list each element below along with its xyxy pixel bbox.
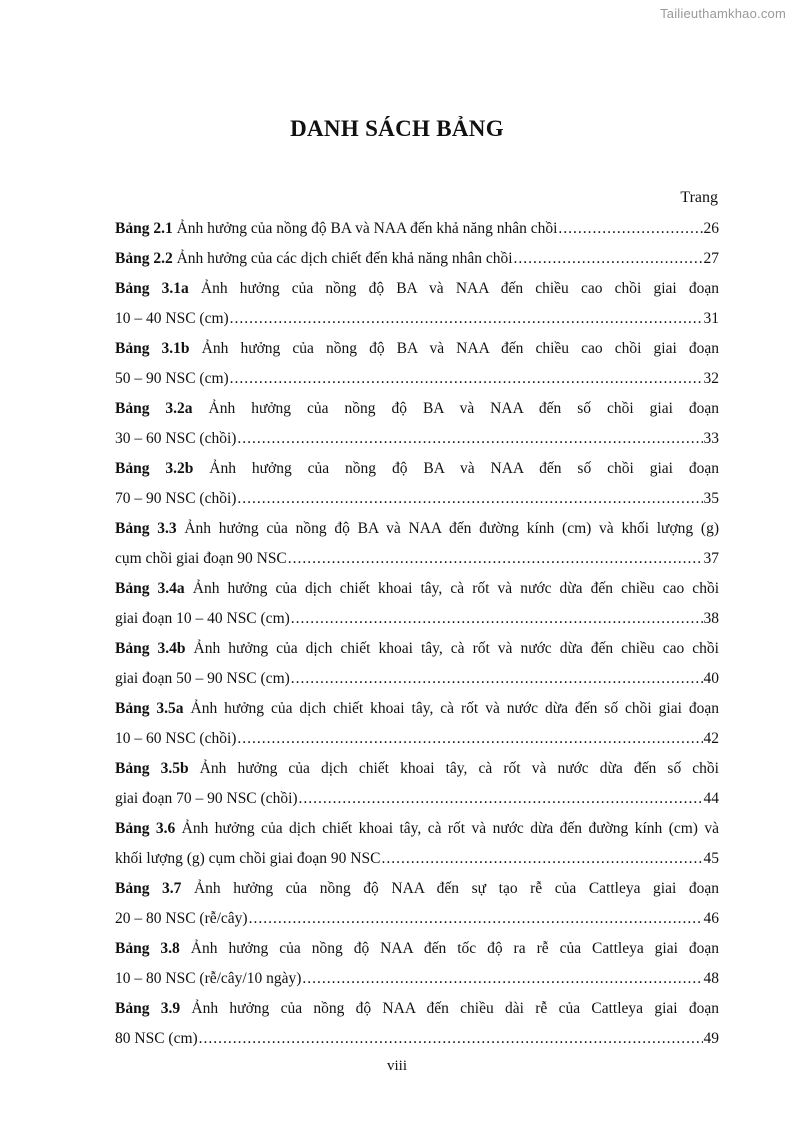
entry-page: 40 <box>703 670 719 687</box>
dot-leader <box>237 724 702 754</box>
entry-page: 46 <box>703 910 719 927</box>
entry-title-continued: 10 – 60 NSC (chồi) <box>115 730 237 747</box>
page-number: viii <box>386 1058 407 1074</box>
list-item-continuation[interactable] <box>115 664 719 694</box>
entry-label: Bảng 3.4b <box>115 640 186 657</box>
dot-leader <box>237 484 702 514</box>
entry-title: Ảnh hưởng của nồng độ NAA đến sự tạo rễ của Cattleya giai đoạn <box>181 880 719 897</box>
entry-title-continued: giai đoạn 70 – 90 NSC (chồi) <box>115 790 298 807</box>
list-item[interactable] <box>115 934 719 964</box>
list-item-continuation[interactable] <box>115 964 719 994</box>
entry-title: Ảnh hưởng của dịch chiết khoai tây, cà rốt và nước dừa đến chiều cao chồi <box>185 640 719 657</box>
entry-label: Bảng 3.9 <box>115 1000 181 1017</box>
entry-title: Ảnh hưởng của nồng độ BA và NAA đến số chồi giai đoạn <box>193 460 719 477</box>
dot-leader <box>199 1024 703 1054</box>
entry-label: Bảng 3.2b <box>115 460 194 477</box>
list-item-continuation[interactable] <box>115 304 719 334</box>
list-item-continuation[interactable] <box>115 364 719 394</box>
entry-title-continued: giai đoạn 10 – 40 NSC (cm) <box>115 610 290 627</box>
dot-leader <box>230 364 703 394</box>
list-item[interactable] <box>115 514 719 544</box>
entry-title-continued: 80 NSC (cm) <box>115 1030 198 1047</box>
list-item[interactable] <box>115 634 719 664</box>
entry-label: Bảng 3.7 <box>115 880 182 897</box>
entry-title-continued: 50 – 90 NSC (cm) <box>115 370 229 387</box>
list-item-continuation[interactable] <box>115 484 719 514</box>
entry-title: Ảnh hưởng của dịch chiết khoai tây, cà rốt và nước dừa đến chiều cao chồi <box>184 580 719 597</box>
list-item[interactable] <box>115 874 719 904</box>
dot-leader <box>302 964 702 994</box>
entry-page: 26 <box>703 220 719 237</box>
entry-title: Ảnh hưởng của dịch chiết khoai tây, cà rốt và nước dừa đến số chồi <box>188 760 719 777</box>
dot-leader <box>514 244 703 274</box>
list-item[interactable] <box>115 334 719 364</box>
page-column-label: Trang <box>680 189 718 206</box>
entry-title-continued: 10 – 40 NSC (cm) <box>115 310 229 327</box>
entry-title-continued: giai đoạn 50 – 90 NSC (cm) <box>115 670 290 687</box>
entry-page: 32 <box>703 370 719 387</box>
dot-leader <box>291 664 703 694</box>
list-item[interactable] <box>115 754 719 784</box>
entry-title: Ảnh hưởng của nồng độ BA và NAA đến số chồi giai đoạn <box>192 400 719 417</box>
list-item-continuation[interactable] <box>115 1024 719 1054</box>
dot-leader <box>381 844 702 874</box>
entry-page: 27 <box>703 250 719 267</box>
entry-page: 33 <box>703 430 719 447</box>
entry-label: Bảng 3.8 <box>115 940 180 957</box>
list-item[interactable] <box>115 574 719 604</box>
entry-page: 44 <box>703 790 719 807</box>
list-item-continuation[interactable] <box>115 904 719 934</box>
list-item[interactable] <box>115 994 719 1024</box>
watermark: Tailieuthamkhao.com <box>660 6 786 21</box>
entry-title: Ảnh hưởng của các dịch chiết đến khả năng nhân chồi <box>172 250 513 267</box>
entry-title: Ảnh hưởng của nồng độ BA và NAA đến khả năng nhân chồi <box>172 220 558 237</box>
entry-title-continued: cụm chồi giai đoạn 90 NSC <box>115 550 287 567</box>
entry-title-continued: 70 – 90 NSC (chồi) <box>115 490 237 507</box>
entry-title: Ảnh hưởng của dịch chiết khoai tây, cà rốt và nước dừa đến số chồi giai đoạn <box>183 700 719 717</box>
entry-label: Bảng 2.1 <box>115 220 173 237</box>
entry-label: Bảng 3.4a <box>115 580 185 597</box>
entry-label: Bảng 3.1b <box>115 340 190 357</box>
entry-title: Ảnh hưởng của nồng độ BA và NAA đến đường kính (cm) và khối lượng (g) <box>176 520 719 537</box>
entry-label: Bảng 3.6 <box>115 820 176 837</box>
entry-label: Bảng 2.2 <box>115 250 173 267</box>
list-item[interactable] <box>115 814 719 844</box>
entry-page: 37 <box>703 550 719 567</box>
list-item-continuation[interactable] <box>115 604 719 634</box>
list-item[interactable] <box>115 274 719 304</box>
entry-page: 31 <box>703 310 719 327</box>
list-item[interactable] <box>115 214 719 244</box>
entry-title: Ảnh hưởng của nồng độ NAA đến tốc độ ra rễ của Cattleya giai đoạn <box>179 940 719 957</box>
dot-leader <box>230 304 703 334</box>
dot-leader <box>291 604 703 634</box>
entry-title: Ảnh hưởng của nồng độ BA và NAA đến chiều cao chồi giai đoạn <box>188 280 719 297</box>
entry-title: Ảnh hưởng của nồng độ NAA đến chiều dài rễ của Cattleya giai đoạn <box>180 1000 719 1017</box>
list-item[interactable] <box>115 694 719 724</box>
table-list <box>115 214 719 1054</box>
entry-page: 38 <box>703 610 719 627</box>
list-item[interactable] <box>115 244 719 274</box>
dot-leader <box>299 784 703 814</box>
dot-leader <box>288 544 703 574</box>
list-item-continuation[interactable] <box>115 424 719 454</box>
page-title: DANH SÁCH BẢNG <box>290 116 504 141</box>
entry-title-continued: 20 – 80 NSC (rễ/cây) <box>115 910 248 927</box>
list-item-continuation[interactable] <box>115 784 719 814</box>
entry-page: 49 <box>703 1030 719 1047</box>
entry-label: Bảng 3.3 <box>115 520 177 537</box>
list-item[interactable] <box>115 454 719 484</box>
entry-page: 35 <box>703 490 719 507</box>
entry-title-continued: khối lượng (g) cụm chồi giai đoạn 90 NSC <box>115 850 381 867</box>
entry-title-continued: 30 – 60 NSC (chồi) <box>115 430 237 447</box>
entry-label: Bảng 3.2a <box>115 400 193 417</box>
dot-leader <box>558 214 702 244</box>
entry-label: Bảng 3.5b <box>115 760 189 777</box>
list-item-continuation[interactable] <box>115 724 719 754</box>
entry-title: Ảnh hưởng của dịch chiết khoai tây, cà rốt và nước dừa đến đường kính (cm) và <box>175 820 719 837</box>
entry-title-continued: 10 – 80 NSC (rễ/cây/10 ngày) <box>115 970 302 987</box>
entry-label: Bảng 3.5a <box>115 700 184 717</box>
entry-title: Ảnh hưởng của nồng độ BA và NAA đến chiều cao chồi giai đoạn <box>189 340 719 357</box>
list-item-continuation[interactable] <box>115 544 719 574</box>
dot-leader <box>237 424 702 454</box>
entry-page: 48 <box>703 970 719 987</box>
entry-page: 45 <box>703 850 719 867</box>
entry-page: 42 <box>703 730 719 747</box>
list-item[interactable] <box>115 394 719 424</box>
entry-label: Bảng 3.1a <box>115 280 189 297</box>
list-item-continuation[interactable] <box>115 844 719 874</box>
dot-leader <box>249 904 703 934</box>
